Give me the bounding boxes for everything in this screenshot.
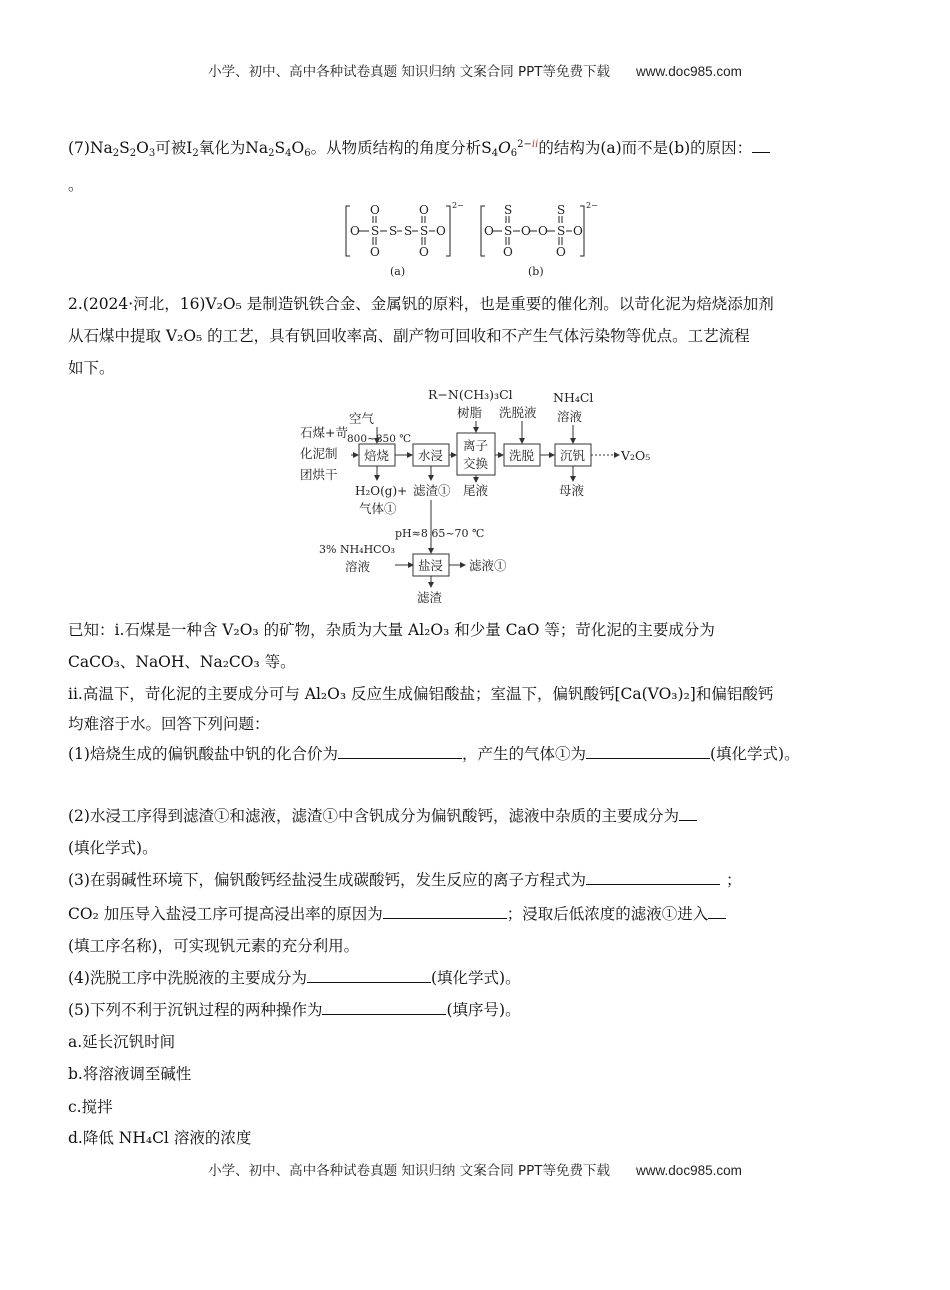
q3-text-b2: ；浸取后低浓度的滤液①进入 (506, 905, 709, 923)
flow-box-leach: 水浸 (418, 448, 444, 463)
svg-text:O: O (484, 224, 494, 238)
q7-continuation: 。 (68, 176, 84, 194)
q7-text-4: 的结构为(a)而不是(b)的原因： (538, 139, 753, 157)
q7-number: (7) (68, 139, 90, 157)
q1-text-b: ，产生的气体①为 (461, 745, 586, 763)
svg-text:O: O (436, 224, 446, 238)
q7-text-3: 。从物质结构的角度分析 (310, 139, 482, 157)
option-c: c.搅拌 (68, 1098, 113, 1116)
flow-feed-1: 石煤+苛 (300, 425, 348, 440)
label-a: (a) (390, 265, 406, 278)
flow-filtrate-1: 滤液① (469, 558, 507, 573)
question-4 (68, 968, 521, 988)
question-5 (68, 1000, 521, 1020)
answer-blank-q3-2[interactable] (383, 904, 507, 919)
flow-nh4cl: NH₄Cl (553, 390, 594, 405)
flow-residue: 滤渣 (417, 590, 443, 605)
q3-text-a: (3)在弱碱性环境下，偏钒酸钙经盐浸生成碳酸钙，发生反应的离子方程式为 (68, 871, 586, 889)
answer-blank-q5[interactable] (322, 1000, 446, 1015)
flow-box-precip: 沉钒 (560, 448, 586, 463)
flow-bicarb-1: 3% NH₄HCO₃ (319, 543, 396, 556)
svg-text:S: S (371, 224, 380, 238)
process-flowchart (295, 385, 665, 610)
q2-intro-1: 2.(2024·河北，16)V₂O₅ 是制造钒铁合金、金属钒的原料，也是重要的催化剂。以苛化泥为焙烧添加剂 (68, 295, 774, 313)
svg-text:O: O (556, 245, 566, 259)
flow-resin: R−N(CH₃)₃Cl (428, 387, 513, 402)
flow-gas-2: 气体① (359, 501, 397, 516)
flow-box-ion-2: 交换 (463, 456, 489, 471)
svg-text:S: S (557, 224, 566, 238)
flow-box-elute: 洗脱 (509, 448, 535, 463)
footer-text: 小学、初中、高中各种试卷真题 知识归纳 文案合同 PPT等免费下载 (208, 1163, 611, 1179)
q7-red-mark: ii (531, 138, 539, 150)
q4-text-a: (4)洗脱工序中洗脱液的主要成分为 (68, 969, 307, 987)
flow-product: V₂O₅ (621, 448, 651, 463)
flow-box-roast: 焙烧 (364, 448, 390, 463)
svg-text:S: S (389, 224, 398, 238)
answer-blank-q1-1[interactable] (338, 744, 462, 759)
q1-text-c: (填化学式)。 (709, 745, 800, 763)
svg-text:O: O (419, 203, 429, 217)
flow-tail: 尾液 (463, 483, 489, 498)
header-text: 小学、初中、高中各种试卷真题 知识归纳 文案合同 PPT等免费下载 (208, 64, 611, 80)
answer-blank-q4[interactable] (307, 968, 431, 983)
header-url[interactable]: www.doc985.com (636, 64, 742, 79)
charge-a: 2− (452, 201, 464, 210)
label-b: (b) (528, 265, 544, 278)
flow-gas-1: H₂O(g)+ (355, 484, 408, 498)
footer-url[interactable]: www.doc985.com (636, 1163, 742, 1178)
answer-blank-q3-3[interactable] (708, 904, 726, 919)
q7-text-2: 氧化为 (198, 139, 246, 157)
question-7-line: $(7)Na_2S_2O_3$可被$I_2$氧化为$Na_2S_4O_6$。从物质结构的角度分析$S_4O_6^{2-ii}$的结构为(a)而不是(b)的原因： (68, 138, 770, 158)
svg-text:O: O (350, 224, 360, 238)
svg-text:S: S (504, 224, 513, 238)
q3-line-3: (填工序名称)，可实现钒元素的充分利用。 (68, 937, 360, 955)
page-footer (0, 1159, 950, 1179)
q2-cont: (填化学式)。 (68, 839, 158, 857)
option-d: d.降低 NH₄Cl 溶液的浓度 (68, 1129, 252, 1147)
flow-mother: 母液 (559, 483, 585, 498)
q4-text-b: (填化学式)。 (430, 969, 521, 987)
q2-intro-2: 从石煤中提取 V₂O₅ 的工艺，具有钒回收率高、副产物可回收和不产生气体污染物等优点。工艺流程 (68, 327, 750, 345)
svg-text:O: O (538, 224, 548, 238)
option-b: b.将溶液调至碱性 (68, 1065, 192, 1083)
q1-text-a: (1)焙烧生成的偏钒酸盐中钒的化合价为 (68, 745, 338, 763)
svg-text:O: O (419, 245, 429, 259)
flow-nh4cl-2: 溶液 (557, 409, 583, 424)
answer-blank-q2[interactable] (679, 806, 697, 821)
svg-text:S: S (404, 224, 413, 238)
flow-box-salt: 盐浸 (418, 558, 444, 573)
flow-eluent: 洗脱液 (499, 405, 537, 420)
question-3 (68, 870, 741, 890)
flow-resin-2: 树脂 (457, 405, 483, 420)
flow-box-ion-1: 离子 (463, 438, 489, 453)
svg-text:O: O (573, 224, 583, 238)
option-a: a.延长沉钒时间 (68, 1033, 176, 1051)
svg-text:O: O (370, 203, 380, 217)
svg-text:S: S (557, 203, 566, 217)
answer-blank-q1-2[interactable] (586, 744, 710, 759)
svg-text:O: O (370, 245, 380, 259)
flow-residue-1: 滤渣① (413, 483, 451, 498)
svg-text:S: S (420, 224, 429, 238)
q3-line-2 (68, 904, 726, 924)
flow-air: 空气 (349, 411, 375, 426)
page-header (0, 60, 950, 80)
q3-text-b: CO₂ 加压导入盐浸工序可提高浸出率的原因为 (68, 905, 383, 923)
flow-feed-2: 化泥制 (300, 446, 338, 461)
svg-text:O: O (503, 245, 513, 259)
svg-text:S: S (504, 203, 513, 217)
q7-charge: 2− (517, 138, 532, 150)
answer-blank[interactable] (752, 138, 770, 153)
known-2: ii.高温下，苛化泥的主要成分可与 Al₂O₃ 反应生成偏铝酸盐；室温下，偏钒酸钙[Ca(VO₃)₂]和偏铝酸钙 (68, 685, 774, 703)
svg-text:O: O (521, 224, 531, 238)
q3-semicolon: ； (725, 871, 742, 889)
known-1b: CaCO₃、NaOH、Na₂CO₃ 等。 (68, 653, 296, 671)
question-2 (68, 806, 697, 826)
known-2b: 均难溶于水。回答下列问题： (68, 715, 270, 733)
q5-text-a: (5)下列不利于沉钒过程的两种操作为 (68, 1001, 323, 1019)
q7-text-1: 可被 (155, 139, 187, 157)
charge-b: 2− (586, 201, 598, 210)
flow-condition: pH≈8 65~70 ℃ (395, 527, 485, 540)
q2-text-a: (2)水浸工序得到滤渣①和滤液，滤渣①中含钒成分为偏钒酸钙，滤液中杂质的主要成分为 (68, 807, 679, 825)
q2-intro-3: 如下。 (68, 359, 115, 377)
flow-bicarb-2: 溶液 (345, 559, 371, 574)
flow-feed-3: 团烘干 (300, 467, 338, 482)
q5-text-b: (填序号)。 (446, 1001, 521, 1019)
answer-blank-q3-1[interactable] (586, 870, 720, 885)
known-1: 已知：ⅰ.石煤是一种含 V₂O₃ 的矿物，杂质为大量 Al₂O₃ 和少量 CaO 等；苛化泥的主要成分为 (68, 621, 715, 639)
structure-figure (340, 198, 610, 280)
question-1 (68, 744, 800, 764)
flow-temp: 800~850 ℃ (347, 433, 411, 445)
